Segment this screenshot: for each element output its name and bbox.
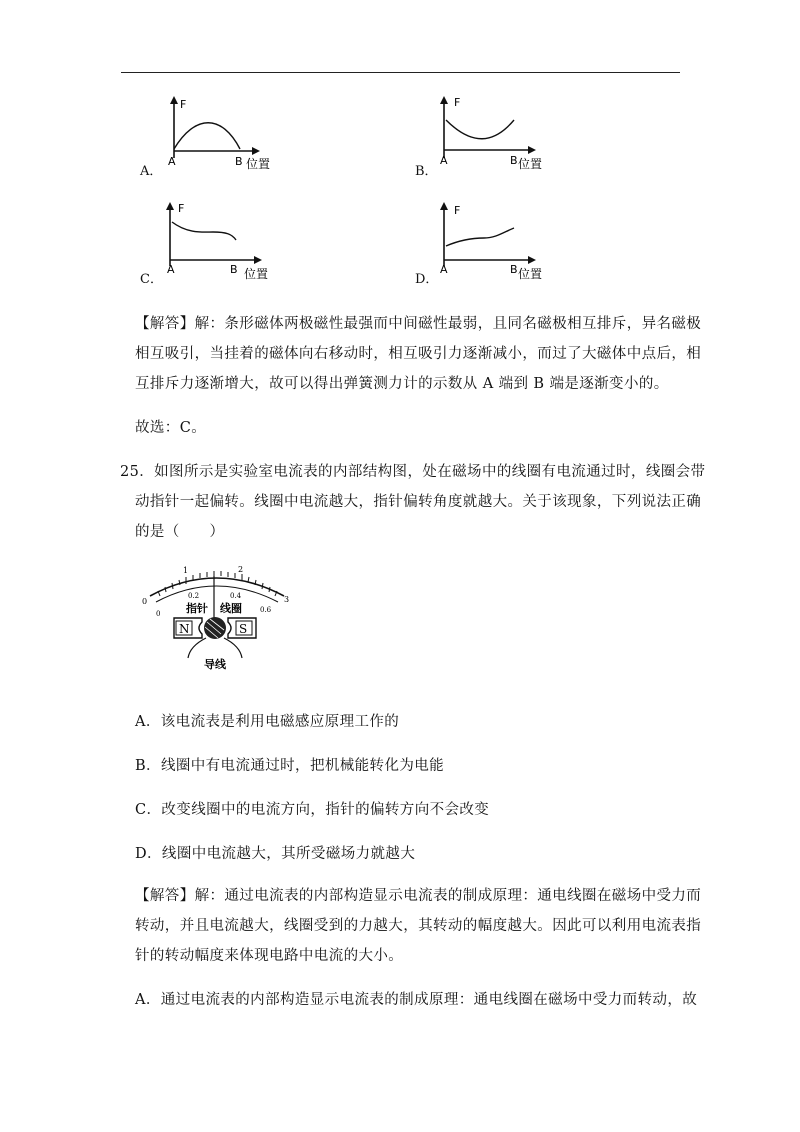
wire-left xyxy=(188,638,206,658)
scale-label-3: 3 xyxy=(284,595,290,604)
scale-arc xyxy=(150,578,284,596)
graph-d-curve xyxy=(446,228,514,246)
answer1-line1: 【解答】解：条形磁体两极磁性最强而中间磁性最弱，且同名磁极相互排斥，异名磁极 xyxy=(135,316,702,332)
scale-label-2: 2 xyxy=(238,565,244,574)
graph-b xyxy=(432,94,557,174)
graph-c-b-label: B xyxy=(230,263,238,276)
coil-label: 线圈 xyxy=(220,602,242,615)
pointer-label: 指针 xyxy=(186,602,208,615)
graph-a-x-arrow xyxy=(252,147,260,155)
graph-d-pos-label: 位置 xyxy=(518,267,543,281)
graph-c-pos-label: 位置 xyxy=(244,267,269,281)
graph-c-x-arrow xyxy=(254,256,262,264)
graph-b-b-label: B xyxy=(510,154,518,167)
scale-label-0-4: 0.4 xyxy=(230,592,242,600)
scale-ticks xyxy=(158,571,277,596)
graph-a-curve xyxy=(174,123,240,149)
scale-label-zero-top: 0 xyxy=(142,597,148,606)
scale-label-0-6: 0.6 xyxy=(260,606,272,614)
option-a: A．该电流表是利用电磁感应原理工作的 xyxy=(135,714,400,730)
graph-d-b-label: B xyxy=(510,263,518,276)
answer2-line2: 转动，并且电流越大，线圈受到的力越大，其转动的幅度越大。因此可以利用电流表指 xyxy=(135,918,702,934)
graph-d-letter: D． xyxy=(415,272,439,287)
graph-c-y-arrow xyxy=(166,202,174,210)
scale-label-0: 0 xyxy=(156,610,161,618)
graph-a-b-label: B xyxy=(235,155,243,168)
answer1-line2: 相互吸引，当挂着的磁体向右移动时，相互吸引力逐渐减小，而过了大磁体中点后，相 xyxy=(135,346,702,362)
graph-d-y-arrow xyxy=(440,202,448,210)
graph-b-letter: B． xyxy=(415,164,438,179)
answer2-line1: 【解答】解：通过电流表的内部构造显示电流表的制成原理：通电线圈在磁场中受力而 xyxy=(135,888,702,904)
graph-c-f-label: F xyxy=(178,202,185,215)
graph-c xyxy=(158,200,283,282)
wire-label: 导线 xyxy=(204,658,226,671)
question25-line1: 25．如图所示是实验室电流表的内部结构图，处在磁场中的线圈有电流通过时，线圈会带 xyxy=(120,464,706,480)
option-d: D．线圈中电流越大，其所受磁场力就越大 xyxy=(135,846,416,862)
answer1-line3: 互排斥力逐渐增大，故可以得出弹簧测力计的示数从 A 端到 B 端是逐渐变小的。 xyxy=(135,376,669,392)
scale-label-1: 1 xyxy=(183,566,189,575)
graph-b-pos-label: 位置 xyxy=(518,157,543,171)
option-c: C．改变线圈中的电流方向，指针的偏转方向不会改变 xyxy=(135,802,490,818)
question25-line2: 动指针一起偏转。线圈中电流越大，指针偏转角度就越大。关于该现象，下列说法正确 xyxy=(135,494,702,510)
graph-b-x-arrow xyxy=(528,146,536,154)
graph-b-curve xyxy=(446,120,514,139)
graph-b-y-arrow xyxy=(440,96,448,104)
ammeter-diagram xyxy=(138,562,298,674)
graph-d-x-arrow xyxy=(528,256,536,264)
graph-d xyxy=(432,200,557,282)
graph-b-a-label: A xyxy=(440,154,448,167)
graph-a-letter: A． xyxy=(140,164,163,179)
graph-c-curve xyxy=(172,222,236,240)
scale-inner-arc xyxy=(156,586,278,602)
answer1-choice: 故选：C。 xyxy=(135,420,207,436)
question25-line3: 的是（ ） xyxy=(135,524,225,540)
graph-b-f-label: F xyxy=(454,96,461,109)
graph-c-a-label: A xyxy=(167,263,175,276)
graph-a-pos-label: 位置 xyxy=(246,157,271,171)
north-label: N xyxy=(179,622,190,636)
graph-a xyxy=(160,94,280,174)
option-b: B．线圈中有电流通过时，把机械能转化为电能 xyxy=(135,758,445,774)
graph-c-letter: C． xyxy=(140,272,163,287)
graph-a-a-label: A xyxy=(168,155,176,168)
answer2-line3: 针的转动幅度来体现电路中电流的大小。 xyxy=(135,948,404,964)
graph-d-a-label: A xyxy=(440,263,448,276)
graph-a-y-arrow xyxy=(170,96,178,104)
graph-d-f-label: F xyxy=(454,204,461,217)
graph-a-f-label: F xyxy=(180,98,187,111)
south-label: S xyxy=(239,622,248,636)
answer2-line4: A．通过电流表的内部构造显示电流表的制成原理：通电线圈在磁场中受力而转动，故 xyxy=(135,992,698,1008)
wire-right xyxy=(224,638,242,658)
header-rule xyxy=(121,72,680,73)
scale-label-0-2: 0.2 xyxy=(188,592,200,600)
